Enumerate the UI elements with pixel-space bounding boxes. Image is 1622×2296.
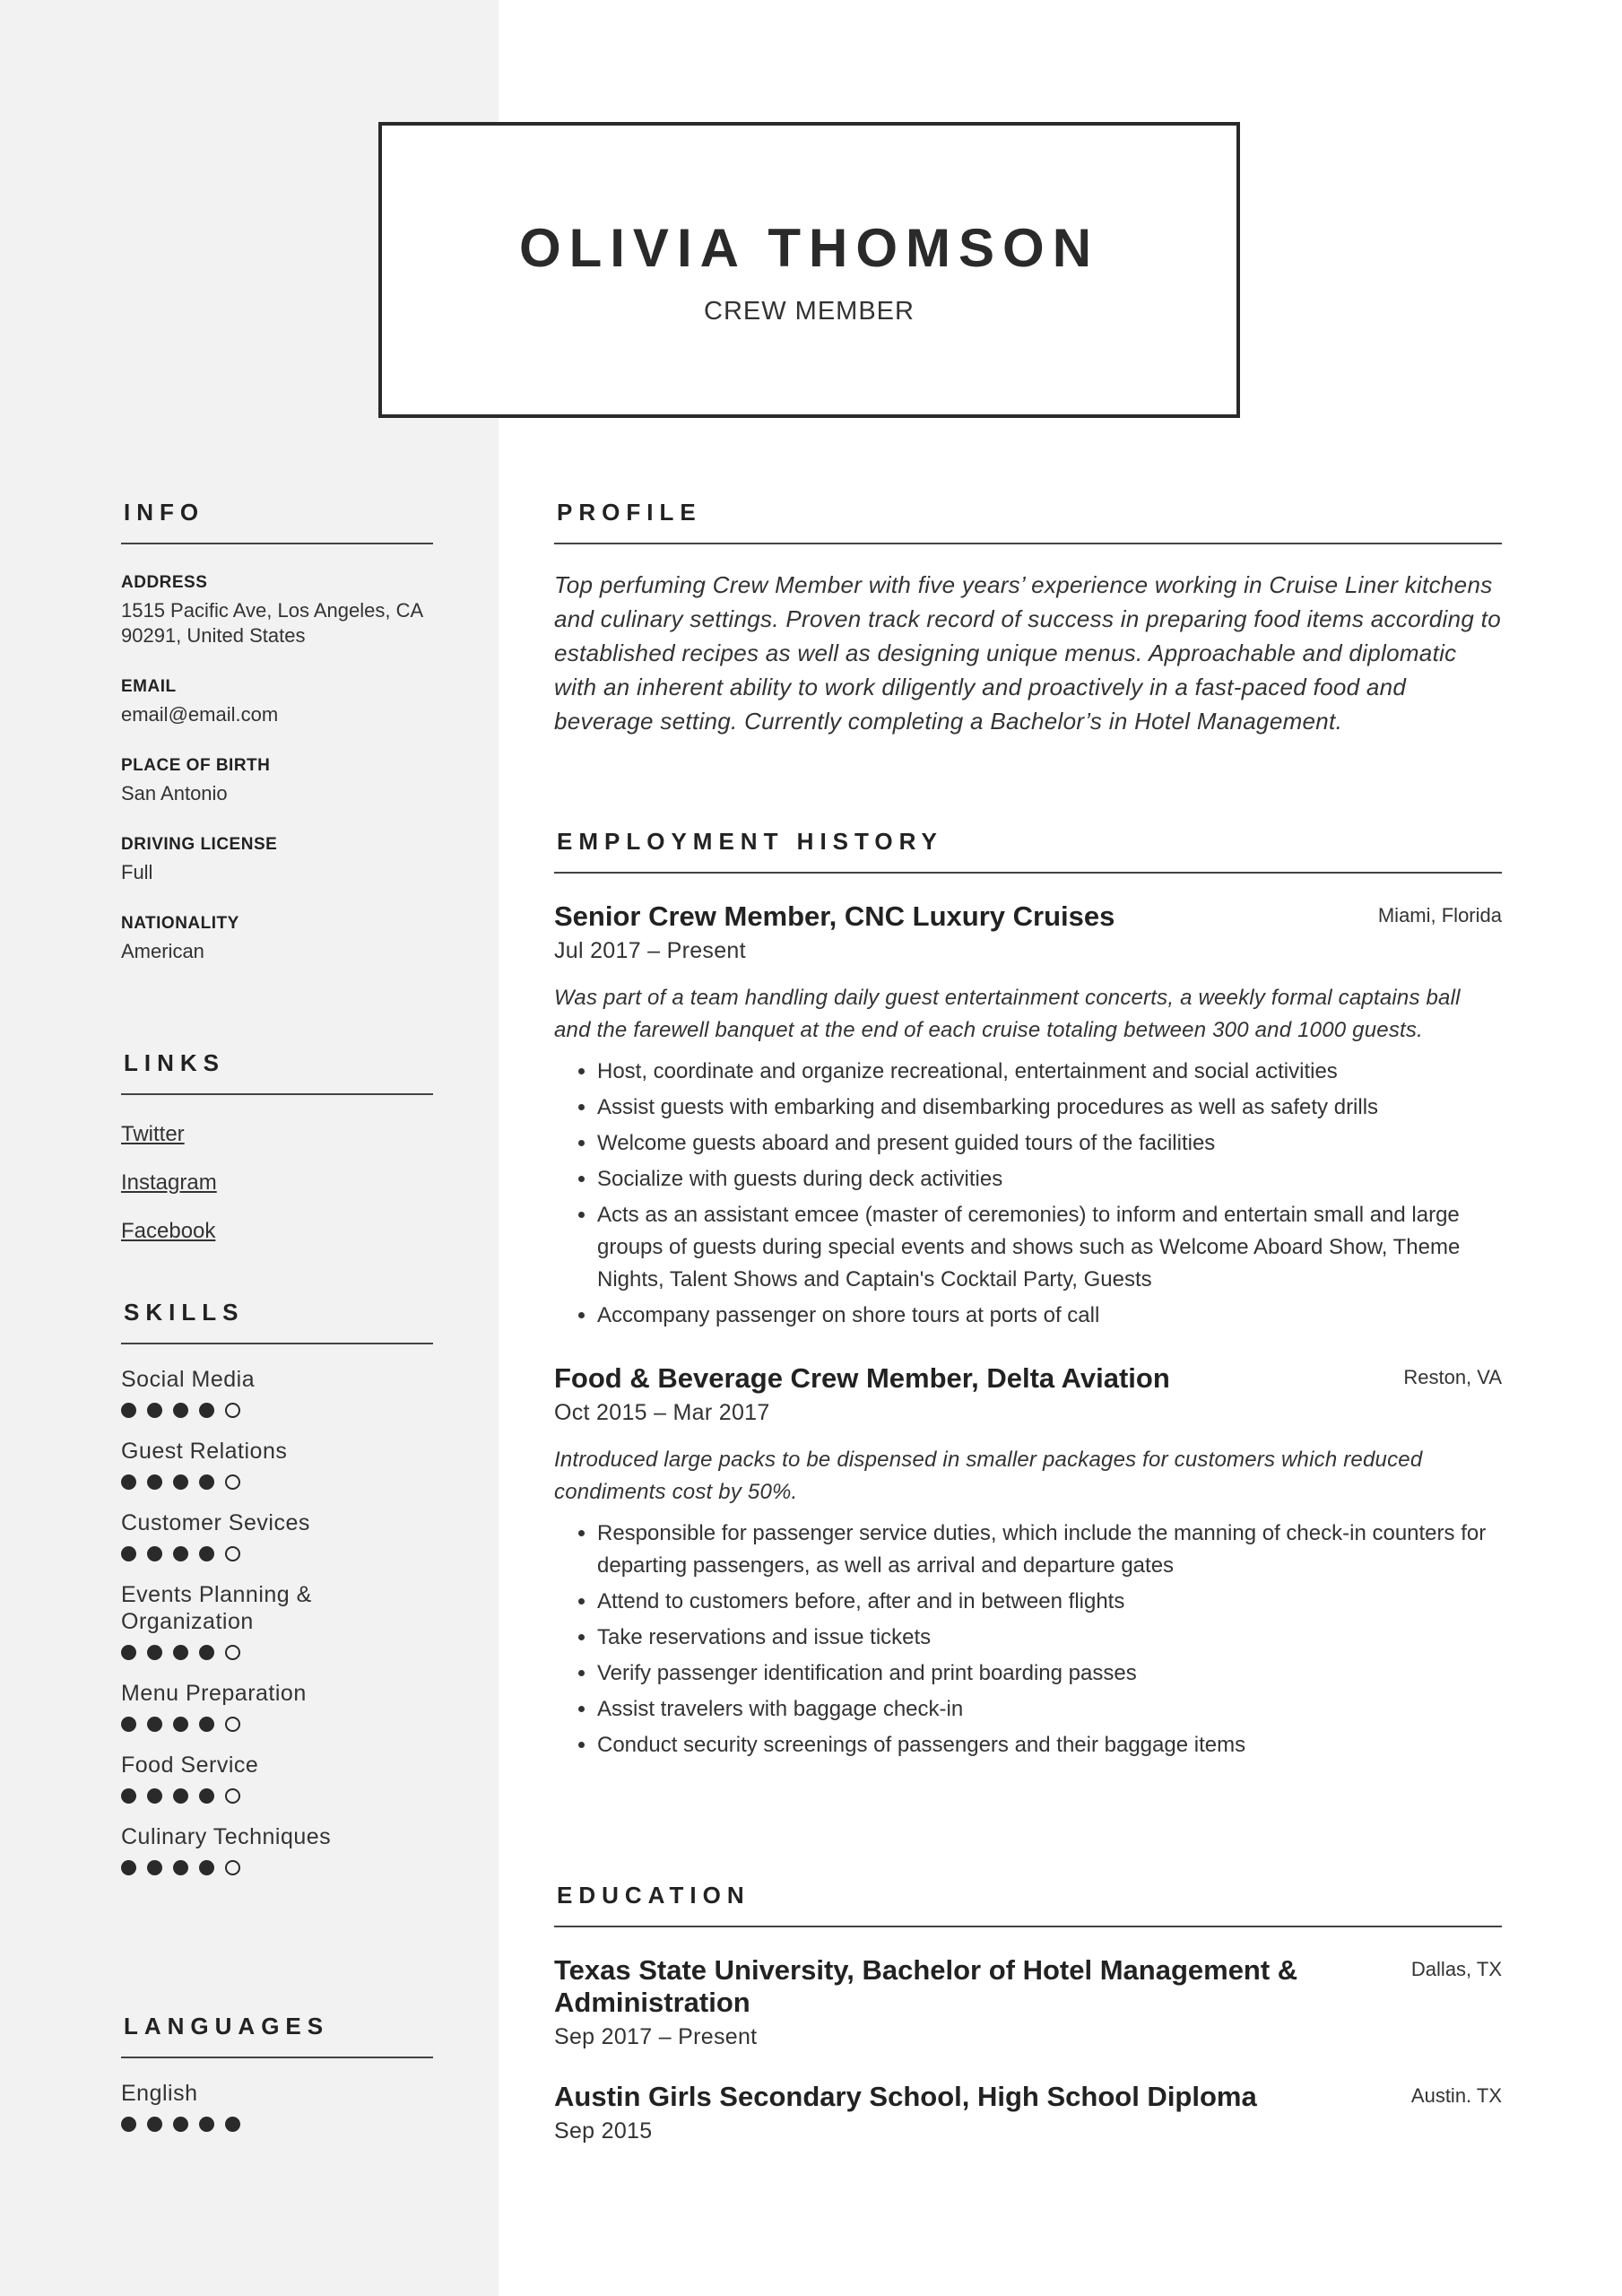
- rated-item: [121, 1509, 433, 1563]
- filled-dot-icon: [199, 1788, 214, 1804]
- info-field-address: [121, 573, 433, 648]
- filled-dot-icon: [121, 1546, 136, 1561]
- info-value: 1515 Pacific Ave, Los Angeles, CA 90291, United States: [121, 599, 422, 647]
- rating-dots: [121, 1714, 433, 1734]
- links-section: [121, 1049, 433, 1248]
- employment-heading: EMPLOYMENT HISTORY: [554, 828, 1502, 874]
- job-bullet: • Acts as an assistant emcee (master of ceremonies) to inform and entertain small and large groups of guests during special events and shows such as Welcome Aboard Show, Theme Nights, Talent Shows and Captain's Cocktail Party, Guests: [597, 1199, 1502, 1296]
- filled-dot-icon: [225, 2117, 240, 2132]
- job-location: Reston, VA: [1403, 1366, 1502, 1388]
- education-section: [554, 1882, 1502, 2144]
- filled-dot-icon: [199, 1717, 214, 1732]
- filled-dot-icon: [173, 1860, 188, 1875]
- job-bullet: • Welcome guests aboard and present guided tours of the facilities: [597, 1127, 1502, 1160]
- header-box: [378, 122, 1240, 418]
- rated-item-name: Social Media: [121, 1367, 256, 1392]
- profile-section: [554, 499, 1502, 738]
- info-label: ADDRESS: [121, 573, 208, 592]
- rating-dots: [121, 1400, 433, 1420]
- languages-heading: LANGUAGES: [121, 2013, 433, 2058]
- job-bullet: • Take reservations and issue tickets: [597, 1622, 1502, 1654]
- job-bullet: • Assist travelers with baggage check-in: [597, 1693, 1502, 1726]
- empty-dot-icon: [225, 1403, 240, 1418]
- empty-dot-icon: [225, 1717, 240, 1732]
- rating-dots: [121, 1857, 433, 1877]
- rating-dots: [121, 1544, 433, 1563]
- info-value: San Antonio: [121, 782, 228, 804]
- candidate-job-title: CREW MEMBER: [704, 297, 915, 326]
- info-heading: INFO: [121, 499, 433, 544]
- job-bullets: [554, 1056, 1502, 1332]
- empty-dot-icon: [225, 1645, 240, 1660]
- empty-dot-icon: [225, 1860, 240, 1875]
- job-dates: Oct 2015 – Mar 2017: [554, 1400, 770, 1425]
- job-entry: [554, 900, 1502, 1332]
- empty-dot-icon: [225, 1474, 240, 1490]
- filled-dot-icon: [173, 1645, 188, 1660]
- filled-dot-icon: [147, 1546, 162, 1561]
- info-label: DRIVING LICENSE: [121, 835, 278, 854]
- rated-item: [121, 1752, 433, 1805]
- rated-item-name: Customer Sevices: [121, 1510, 310, 1535]
- profile-text: Top perfuming Crew Member with five years’ experience working in Cruise Liner kitchens and culinary settings. Proven track record of success in preparing food items according to established recipes as well as designing unique menus. Approachable and diplomatic with an inherent ability to work diligently and proactively in a fast-paced food and beverage setting. Currently completing a Bachelor’s in Hotel Management.: [554, 571, 1501, 735]
- education-title: Austin Girls Secondary School, High School Diploma: [554, 2081, 1257, 2112]
- filled-dot-icon: [173, 1546, 188, 1561]
- info-field-email: [121, 677, 433, 727]
- info-field-nationality: [121, 914, 433, 964]
- education-title: Texas State University, Bachelor of Hotel Management & Administration: [554, 1954, 1298, 2018]
- info-field-place-of-birth: [121, 756, 433, 806]
- filled-dot-icon: [121, 2117, 136, 2132]
- education-dates: Sep 2015: [554, 2118, 653, 2144]
- info-label: PLACE OF BIRTH: [121, 756, 271, 775]
- job-bullet: • Attend to customers before, after and in between flights: [597, 1586, 1502, 1618]
- job-bullet: • Host, coordinate and organize recreational, entertainment and social activities: [597, 1056, 1502, 1088]
- filled-dot-icon: [199, 1403, 214, 1418]
- rated-item-name: English: [121, 2081, 198, 2106]
- filled-dot-icon: [121, 1474, 136, 1490]
- info-label: EMAIL: [121, 677, 177, 696]
- languages-section: [121, 2013, 433, 2134]
- education-entry: [554, 2081, 1502, 2144]
- job-description: Was part of a team handling daily guest entertainment concerts, a weekly formal captains ball and the farewell banquet at the end of each cruise totaling between 300 and 1000 guests.: [554, 986, 1461, 1042]
- filled-dot-icon: [173, 1717, 188, 1732]
- info-field-driving-license: [121, 835, 433, 885]
- twitter-link[interactable]: Twitter: [121, 1122, 185, 1146]
- job-bullet: • Responsible for passenger service duties, which include the manning of check-in counters for departing passengers, as well as arrival and departure gates: [597, 1518, 1502, 1582]
- rating-dots: [121, 1472, 433, 1492]
- filled-dot-icon: [199, 1474, 214, 1490]
- filled-dot-icon: [147, 1403, 162, 1418]
- languages-list: [121, 2080, 433, 2134]
- filled-dot-icon: [121, 1645, 136, 1660]
- skills-section: [121, 1299, 433, 1877]
- skills-list: [121, 1366, 433, 1877]
- job-bullet: • Assist guests with embarking and disembarking procedures as well as safety drills: [597, 1091, 1502, 1124]
- rated-item-name: Food Service: [121, 1752, 259, 1778]
- filled-dot-icon: [121, 1717, 136, 1732]
- filled-dot-icon: [173, 1403, 188, 1418]
- filled-dot-icon: [173, 1788, 188, 1804]
- candidate-name: OLIVIA THOMSON: [518, 218, 1100, 278]
- filled-dot-icon: [199, 1860, 214, 1875]
- filled-dot-icon: [199, 1546, 214, 1561]
- job-bullet: • Socialize with guests during deck activities: [597, 1163, 1502, 1196]
- job-bullets: [554, 1518, 1502, 1761]
- filled-dot-icon: [121, 1860, 136, 1875]
- education-dates: Sep 2017 – Present: [554, 2024, 758, 2049]
- filled-dot-icon: [199, 2117, 214, 2132]
- job-title: Senior Crew Member, CNC Luxury Cruises: [554, 900, 1115, 932]
- education-location: Dallas, TX: [1410, 1958, 1502, 1980]
- info-label: NATIONALITY: [121, 914, 239, 933]
- employment-section: [554, 828, 1502, 1765]
- filled-dot-icon: [147, 1645, 162, 1660]
- education-heading: EDUCATION: [554, 1882, 1502, 1927]
- education-location: Austin. TX: [1410, 2084, 1502, 2107]
- info-value: email@email.com: [121, 703, 279, 726]
- filled-dot-icon: [147, 1474, 162, 1490]
- filled-dot-icon: [147, 1860, 162, 1875]
- info-section: [121, 499, 433, 964]
- skills-heading: SKILLS: [121, 1299, 433, 1344]
- job-title: Food & Beverage Crew Member, Delta Aviation: [554, 1362, 1170, 1394]
- facebook-link[interactable]: Facebook: [121, 1219, 216, 1243]
- info-value: Full: [121, 861, 153, 883]
- job-bullet: • Conduct security screenings of passengers and their baggage items: [597, 1729, 1502, 1761]
- filled-dot-icon: [147, 2117, 162, 2132]
- rated-item: [121, 1680, 433, 1734]
- rating-dots: [121, 1786, 433, 1805]
- filled-dot-icon: [173, 2117, 188, 2132]
- job-bullet: • Accompany passenger on shore tours at ports of call: [597, 1300, 1502, 1332]
- job-bullet: • Verify passenger identification and print boarding passes: [597, 1657, 1502, 1690]
- instagram-link[interactable]: Instagram: [121, 1170, 217, 1195]
- rated-item-name: Guest Relations: [121, 1439, 288, 1464]
- profile-heading: PROFILE: [554, 499, 1502, 544]
- links-heading: LINKS: [121, 1049, 433, 1095]
- filled-dot-icon: [121, 1403, 136, 1418]
- education-entry: [554, 1954, 1502, 2050]
- filled-dot-icon: [173, 1474, 188, 1490]
- info-value: American: [121, 940, 204, 962]
- rated-item-name: Events Planning & Organization: [121, 1582, 312, 1634]
- rated-item: [121, 1581, 433, 1662]
- rated-item: [121, 1438, 433, 1492]
- rated-item: [121, 1823, 433, 1877]
- empty-dot-icon: [225, 1546, 240, 1561]
- filled-dot-icon: [199, 1645, 214, 1660]
- rating-dots: [121, 1642, 433, 1662]
- rated-item-name: Culinary Techniques: [121, 1824, 332, 1849]
- filled-dot-icon: [121, 1788, 136, 1804]
- rated-item: [121, 2080, 433, 2134]
- filled-dot-icon: [147, 1717, 162, 1732]
- job-dates: Jul 2017 – Present: [554, 938, 746, 963]
- job-location: Miami, Florida: [1377, 904, 1502, 926]
- rated-item: [121, 1366, 433, 1420]
- empty-dot-icon: [225, 1788, 240, 1804]
- rating-dots: [121, 2114, 433, 2134]
- rated-item-name: Menu Preparation: [121, 1681, 307, 1706]
- job-description: Introduced large packs to be dispensed in smaller packages for customers which reduced condiments cost by 50%.: [554, 1448, 1423, 1504]
- filled-dot-icon: [147, 1788, 162, 1804]
- job-entry: [554, 1362, 1502, 1761]
